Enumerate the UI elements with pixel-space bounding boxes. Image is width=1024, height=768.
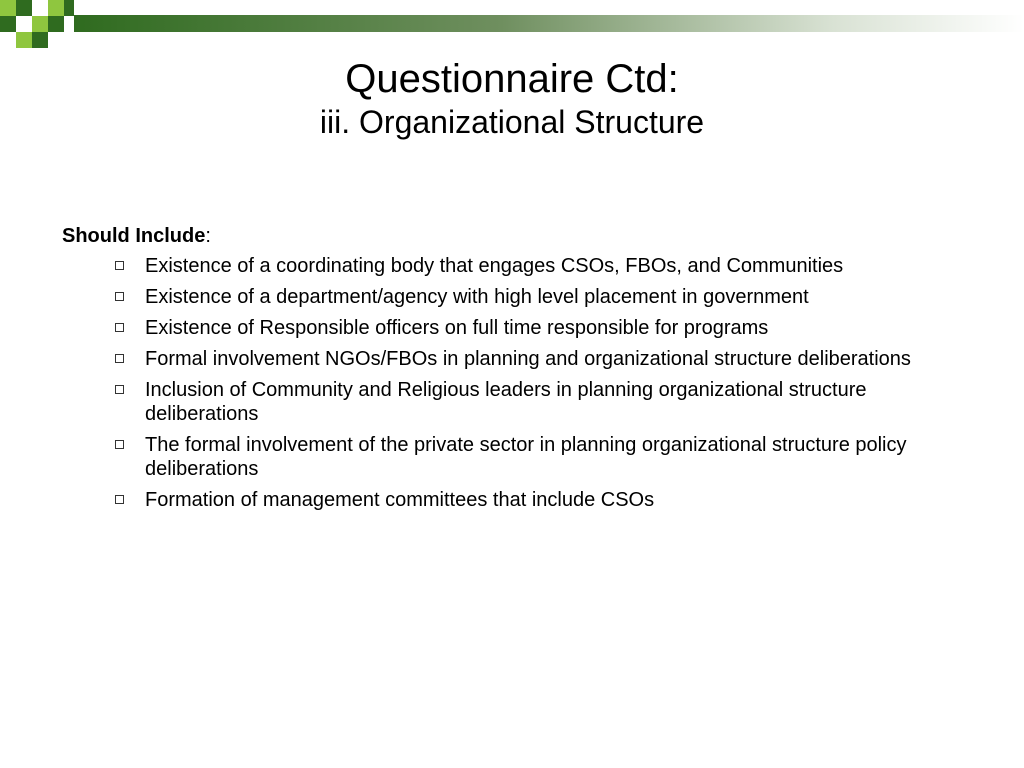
slide-title-block	[0, 56, 1024, 142]
list-item-text: Inclusion of Community and Religious leaders in planning organizational structure deliberations	[145, 379, 867, 425]
list-item-text: Existence of a coordinating body that engages CSOs, FBOs, and Communities	[145, 255, 844, 277]
lead-colon: :	[205, 225, 211, 247]
slide-subtitle: iii. Organizational Structure	[319, 104, 705, 140]
hollow-square-icon	[115, 495, 124, 504]
checker-gradient-graphic	[0, 0, 1024, 48]
hollow-square-icon	[115, 323, 124, 332]
list-item-text: Formation of management committees that include CSOs	[145, 489, 655, 511]
list-item-text: The formal involvement of the private sector in planning organizational structure policy deliberations	[145, 434, 907, 480]
list-item-text: Formal involvement NGOs/FBOs in planning and organizational structure deliberations	[145, 348, 911, 370]
list-item	[112, 254, 982, 278]
list-item-text: Existence of a department/agency with high level placement in government	[145, 286, 809, 308]
list-item-text: Existence of Responsible officers on full time responsible for programs	[145, 317, 769, 339]
hollow-square-icon	[115, 261, 124, 270]
list-item	[112, 378, 982, 426]
lead-text	[62, 222, 982, 250]
list-item	[112, 488, 982, 512]
hollow-square-icon	[115, 440, 124, 449]
list-item	[112, 347, 982, 371]
lead-bold-label: Should Include	[62, 225, 206, 247]
hollow-square-icon	[115, 354, 124, 363]
list-item	[112, 433, 982, 481]
list-item	[112, 316, 982, 340]
list-item	[112, 285, 982, 309]
hollow-square-icon	[115, 385, 124, 394]
bullet-list	[62, 254, 982, 512]
slide-title: Questionnaire Ctd:	[345, 57, 679, 101]
header-decoration	[0, 0, 1024, 48]
hollow-square-icon	[115, 292, 124, 301]
slide-body	[62, 222, 982, 519]
